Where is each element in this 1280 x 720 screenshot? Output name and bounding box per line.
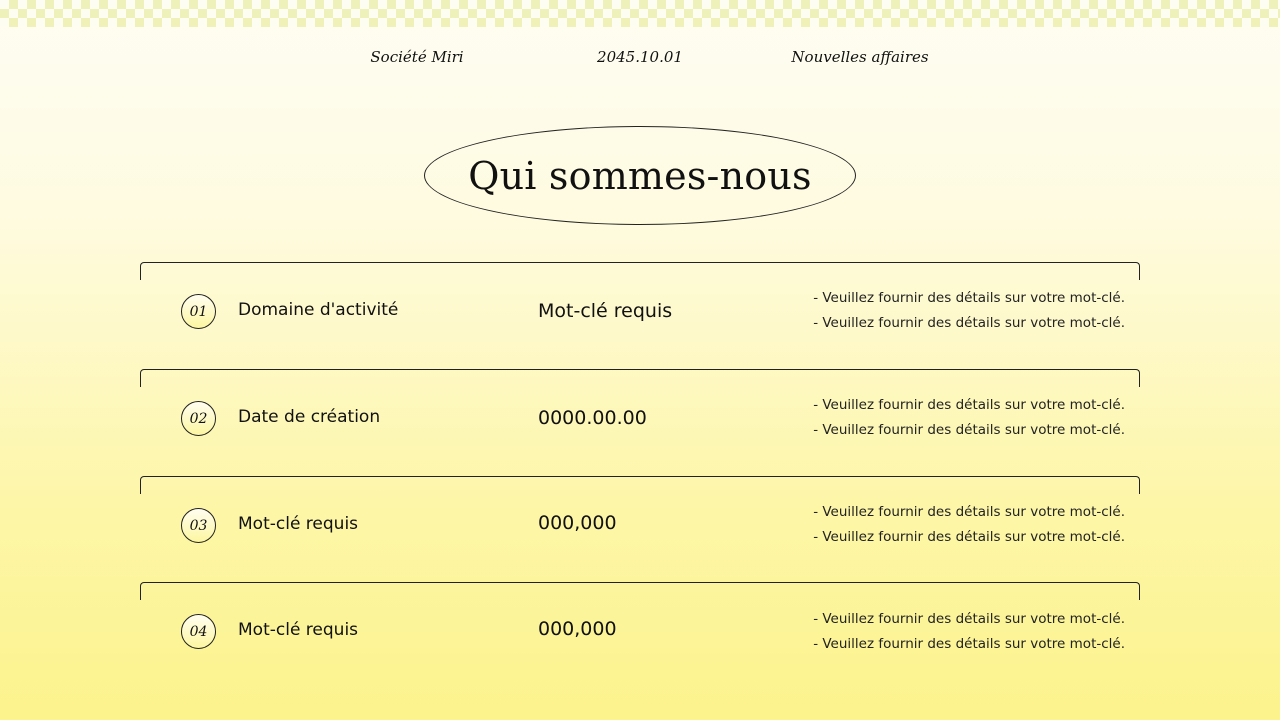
row-number-badge: 03: [181, 508, 216, 543]
row-number-badge: 02: [181, 401, 216, 436]
header-bar: [0, 48, 1280, 72]
row-details: [813, 286, 1125, 336]
row-divider: [140, 262, 1140, 280]
info-row-3: [140, 476, 1140, 576]
row-value: 000,000: [538, 618, 617, 640]
row-label: Mot-clé requis: [238, 514, 359, 534]
row-detail-line: - Veuillez fournir des détails sur votre mot-clé.: [813, 290, 1125, 306]
page-title: Qui sommes-nous: [468, 153, 812, 198]
row-number-badge: 01: [181, 294, 216, 329]
row-details: [813, 607, 1125, 657]
row-label: Mot-clé requis: [238, 620, 359, 640]
row-label: Domaine d'activité: [238, 300, 399, 320]
row-value: Mot-clé requis: [538, 300, 673, 322]
section-name: Nouvelles affaires: [791, 48, 929, 66]
row-detail-line: - Veuillez fournir des détails sur votre mot-clé.: [813, 504, 1125, 520]
info-row-2: [140, 369, 1140, 469]
header-date: 2045.10.01: [597, 48, 683, 66]
info-row-1: [140, 262, 1140, 362]
row-detail-line: - Veuillez fournir des détails sur votre mot-clé.: [813, 529, 1125, 545]
row-value: 000,000: [538, 512, 617, 534]
title-ellipse: [424, 126, 856, 225]
company-name: Société Miri: [370, 48, 464, 66]
checker-border-pattern: [0, 0, 1280, 27]
row-value: 0000.00.00: [538, 407, 647, 429]
row-divider: [140, 582, 1140, 600]
row-details: [813, 393, 1125, 443]
row-detail-line: - Veuillez fournir des détails sur votre mot-clé.: [813, 636, 1125, 652]
row-label: Date de création: [238, 407, 381, 427]
row-divider: [140, 369, 1140, 387]
row-divider: [140, 476, 1140, 494]
row-number-badge: 04: [181, 614, 216, 649]
row-detail-line: - Veuillez fournir des détails sur votre mot-clé.: [813, 422, 1125, 438]
row-detail-line: - Veuillez fournir des détails sur votre mot-clé.: [813, 397, 1125, 413]
row-details: [813, 500, 1125, 550]
row-detail-line: - Veuillez fournir des détails sur votre mot-clé.: [813, 315, 1125, 331]
info-row-4: [140, 582, 1140, 682]
row-detail-line: - Veuillez fournir des détails sur votre mot-clé.: [813, 611, 1125, 627]
